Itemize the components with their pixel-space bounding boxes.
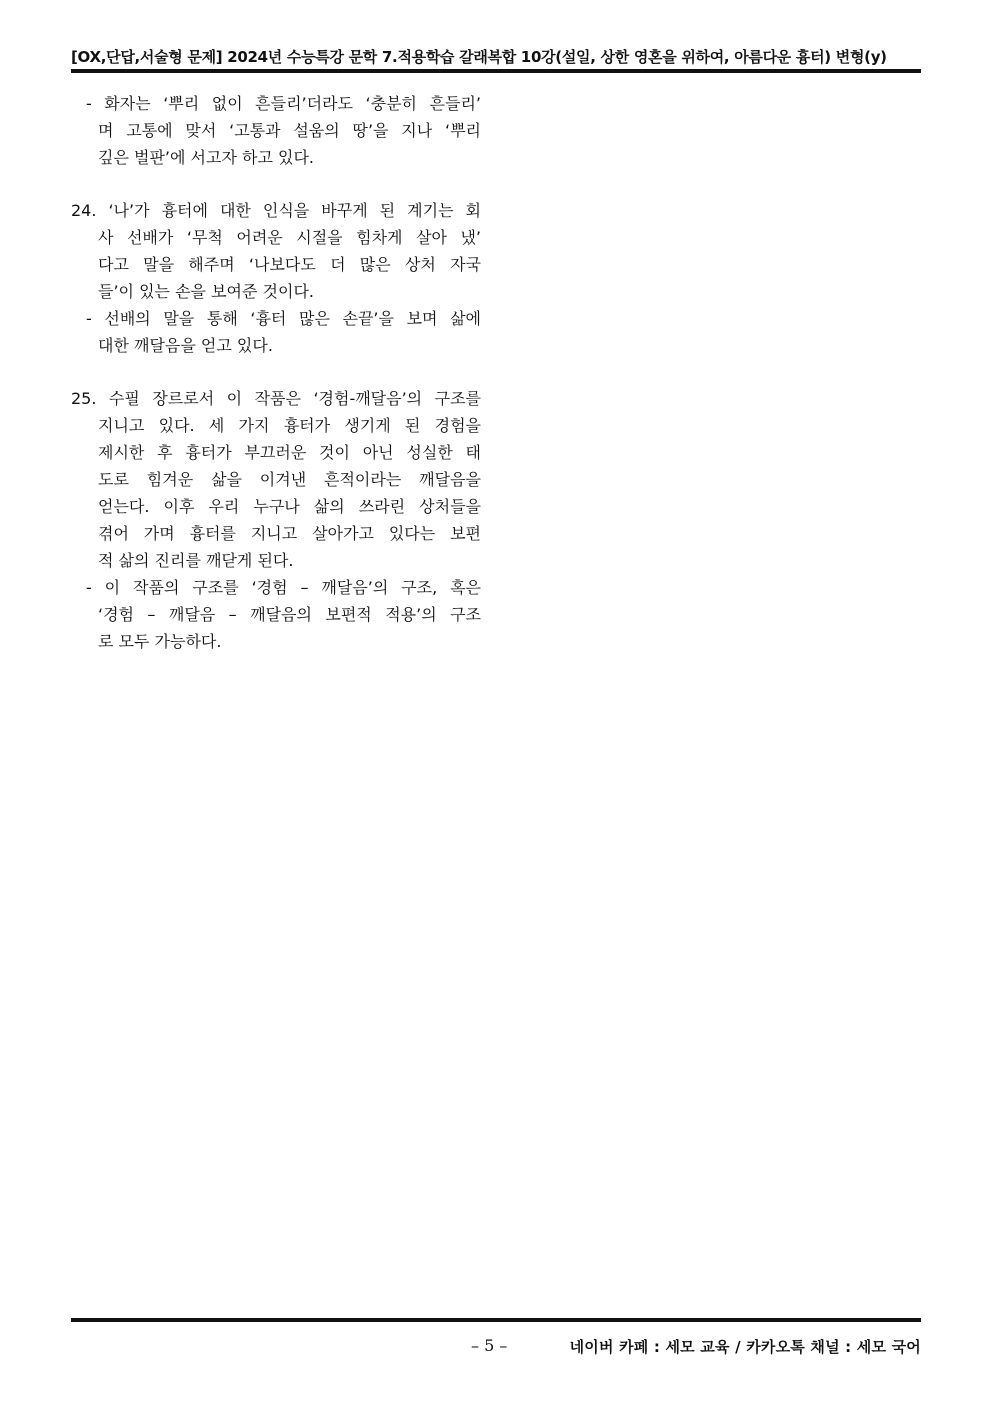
text-line: 제시한 후 흉터가 부끄러운 것이 아닌 성실한 태 xyxy=(98,443,481,462)
footer-divider xyxy=(71,1318,921,1322)
text-line: 며 고통에 맞서 ‘고통과 설움의 땅’을 지나 ‘뿌리 xyxy=(98,121,481,140)
page-footer xyxy=(71,1336,921,1360)
text-line: - 선배의 말을 통해 ‘흉터 많은 손끝’을 보며 삶에 xyxy=(86,309,481,328)
footer-credit: 네이버 카페 : 세모 교육 / 카카오톡 채널 : 세모 국어 xyxy=(569,1338,921,1356)
text-line: 사 선배가 ‘무척 어려운 시절을 힘차게 살아 냈’ xyxy=(98,228,481,247)
header-divider xyxy=(71,69,921,73)
answer-block-23 xyxy=(71,90,481,171)
text-line: ‘경험 – 깨달음 – 깨달음의 보편적 적용’의 구조 xyxy=(98,605,481,624)
text-line: 적 삶의 진리를 깨닫게 된다. xyxy=(98,551,294,570)
text-line: 도로 힘겨운 삶을 이겨낸 흔적이라는 깨달음을 xyxy=(98,470,481,489)
page-header-title: [OX,단답,서술형 문제] 2024년 수능특강 문학 7.적용학습 갈래복합 10강(설일, 상한 영혼을 위하여, 아름다운 흉터) 변형(y) xyxy=(71,48,887,66)
page-number: – 5 – xyxy=(471,1336,508,1355)
text-line: - 이 작품의 구조를 ‘경험 – 깨달음’의 구조, 혹은 xyxy=(86,578,481,597)
text-line: 24. ‘나’가 흉터에 대한 인식을 바꾸게 된 계기는 회 xyxy=(71,201,481,220)
text-line: 다고 말을 해주며 ‘나보다도 더 많은 상처 자국 xyxy=(98,255,481,274)
answer-block-25 xyxy=(71,385,481,655)
answer-content xyxy=(71,90,481,655)
text-line: 25. 수필 장르로서 이 작품은 ‘경험-깨달음’의 구조를 xyxy=(71,389,481,408)
text-line: 얻는다. 이후 우리 누구나 삶의 쓰라린 상처들을 xyxy=(98,497,481,516)
text-line: 겪어 가며 흉터를 지니고 살아가고 있다는 보편 xyxy=(98,524,481,543)
answer-block-24 xyxy=(71,197,481,359)
text-line: - 화자는 ‘뿌리 없이 흔들리’더라도 ‘충분히 흔들리’ xyxy=(86,94,481,113)
text-line: 지니고 있다. 세 가지 흉터가 생기게 된 경험을 xyxy=(98,416,481,435)
text-line: 대한 깨달음을 얻고 있다. xyxy=(98,336,273,355)
text-line: 들’이 있는 손을 보여준 것이다. xyxy=(98,282,314,301)
text-line: 깊은 벌판’에 서고자 하고 있다. xyxy=(98,148,314,167)
text-line: 로 모두 가능하다. xyxy=(98,632,222,651)
